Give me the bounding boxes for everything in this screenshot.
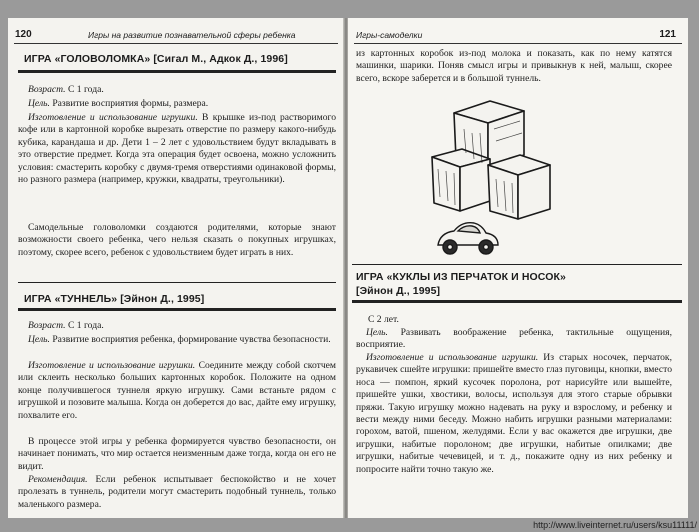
game-title: ИГРА «ТУННЕЛЬ» [Эйнон Д., 1995] <box>24 293 205 305</box>
heading-rule <box>352 300 682 303</box>
running-head: Игры на развитие познавательной сферы ребенка <box>88 30 296 40</box>
age-label: Возраст. <box>28 320 66 331</box>
goal-paragraph <box>18 334 336 346</box>
recommendation-label: Рекомендация. <box>28 474 88 485</box>
making-text: Соедините между собой скотчем или склеить несколько больших картонных коробок. Положите на одном конце получившегося туннеля яркую игрушку. Сами встаньте рядом с игрушкой и позовите малыша. Когда он доберется до вас, дайте ему игрушку, похвалите его. <box>18 360 337 421</box>
goal-text: Развитие восприятия ребенка, формирование чувства безопасности. <box>52 334 331 345</box>
making-paragraph <box>356 352 672 476</box>
making-paragraph <box>18 360 336 422</box>
header-rule <box>14 43 338 44</box>
boxes-and-car-illustration <box>428 93 558 263</box>
source-url: http://www.liveinternet.ru/users/ksu11111/ <box>533 520 697 530</box>
heading-rule <box>18 308 336 311</box>
goal-label: Цель. <box>28 98 50 109</box>
making-label: Изготовление и использование игрушки. <box>28 112 198 123</box>
game-title-authors: [Эйнон Д., 1995] <box>356 285 441 297</box>
making-text: Из старых носочек, перчаток, рукавичек сшейте игрушки: пришейте вместо глаз пуговицы, кнопки, вместо носа — помпон, яркий кусочек поролона, рот нарисуйте или вышейте, пришейте ушки, хвостики, волосы, используя для этого старые обрывки пряжи. Такую игрушку можно надевать на руку и взрослому, и ребенку и вести между ними беседу. Можно набить игрушки разными материалами: горохом, ватой, пшеном, желудями. Если у вас окажется две игрушки, две игрушки, набитые поролоном; две игрушки, набитые опилками; две игрушки, набитые чечевицей, и т. д., покажите одну из них ребенку и попросите найти точно такую же. <box>356 352 672 475</box>
age-value: С 1 года. <box>67 320 104 331</box>
section-divider <box>18 282 336 283</box>
age-value: С 1 года. <box>67 84 104 95</box>
right-page-header <box>348 18 688 38</box>
making-label: Изготовление и использование игрушки. <box>28 360 196 371</box>
goal-text: Развивать воображение ребенка, тактильные ощущения, восприятие. <box>356 327 672 351</box>
note-paragraph: Самодельные головоломки создаются родителями, которые знают возможности своего ребенка, чего нельзя сказать о покупных игрушках, поэтому, скорее всего, ребенок с удовольствием будет играть в них. <box>18 222 336 258</box>
age-line <box>28 84 336 96</box>
recommendation-text: Если ребенок испытывает беспокойство и не хочет пролезать в туннель, родители могут смастерить подобный туннель, только маленького размера. <box>18 474 336 510</box>
continuation-paragraph: из картонных коробок из-под молока и показать, как по нему катятся машинки, шарики. Поняв смысл игры и привыкнув к ней, малыш, скорее всего, вскоре заберется и в большой туннель. <box>356 48 672 84</box>
note-paragraph: В процессе этой игры у ребенка формируется чувство безопасности, он начинает понимать, что мир остается неизменным даже тогда, когда он его не видит. <box>18 436 336 472</box>
game-title: ИГРА «ГОЛОВОЛОМКА» [Сигал М., Адкок Д., 1996] <box>24 53 288 65</box>
goal-label: Цель. <box>28 334 50 345</box>
section-divider <box>352 264 682 265</box>
game-title <box>356 270 682 298</box>
goal-label: Цель. <box>366 327 388 338</box>
right-page <box>348 18 688 518</box>
making-label: Изготовление и использование игрушки. <box>366 352 539 363</box>
making-paragraph <box>18 112 336 186</box>
recommendation-paragraph <box>18 474 336 511</box>
running-head: Игры-самоделки <box>356 30 423 40</box>
age-line: С 2 лет. <box>368 314 399 325</box>
page-number: 120 <box>15 29 32 40</box>
age-label: Возраст. <box>28 84 66 95</box>
age-line <box>28 320 336 332</box>
left-page <box>8 18 344 518</box>
goal-paragraph <box>356 327 672 352</box>
page-number: 121 <box>659 29 676 40</box>
goal-text: Развитие восприятия формы, размера. <box>52 98 209 109</box>
left-page-header <box>8 18 344 38</box>
goal-line <box>28 98 336 110</box>
header-rule <box>354 43 682 44</box>
game-title-line: ИГРА «КУКЛЫ ИЗ ПЕРЧАТОК И НОСОК» <box>356 271 566 283</box>
heading-rule <box>18 70 336 73</box>
making-text: В крышке из-под растворимого кофе или в картонной коробке вырезать отверстие по размеру какого-нибудь кубика, карандаша и др. Дети 1 – 2 лет с удовольствием будут вкладывать в это отверстие предмет. Когда эта операция будет освоена, можно усложнить условия: смастерить коробку с двумя-тремя отверстиями одинаковой формы, но разного размера (например, кружки, квадраты, треугольники). <box>18 112 336 186</box>
